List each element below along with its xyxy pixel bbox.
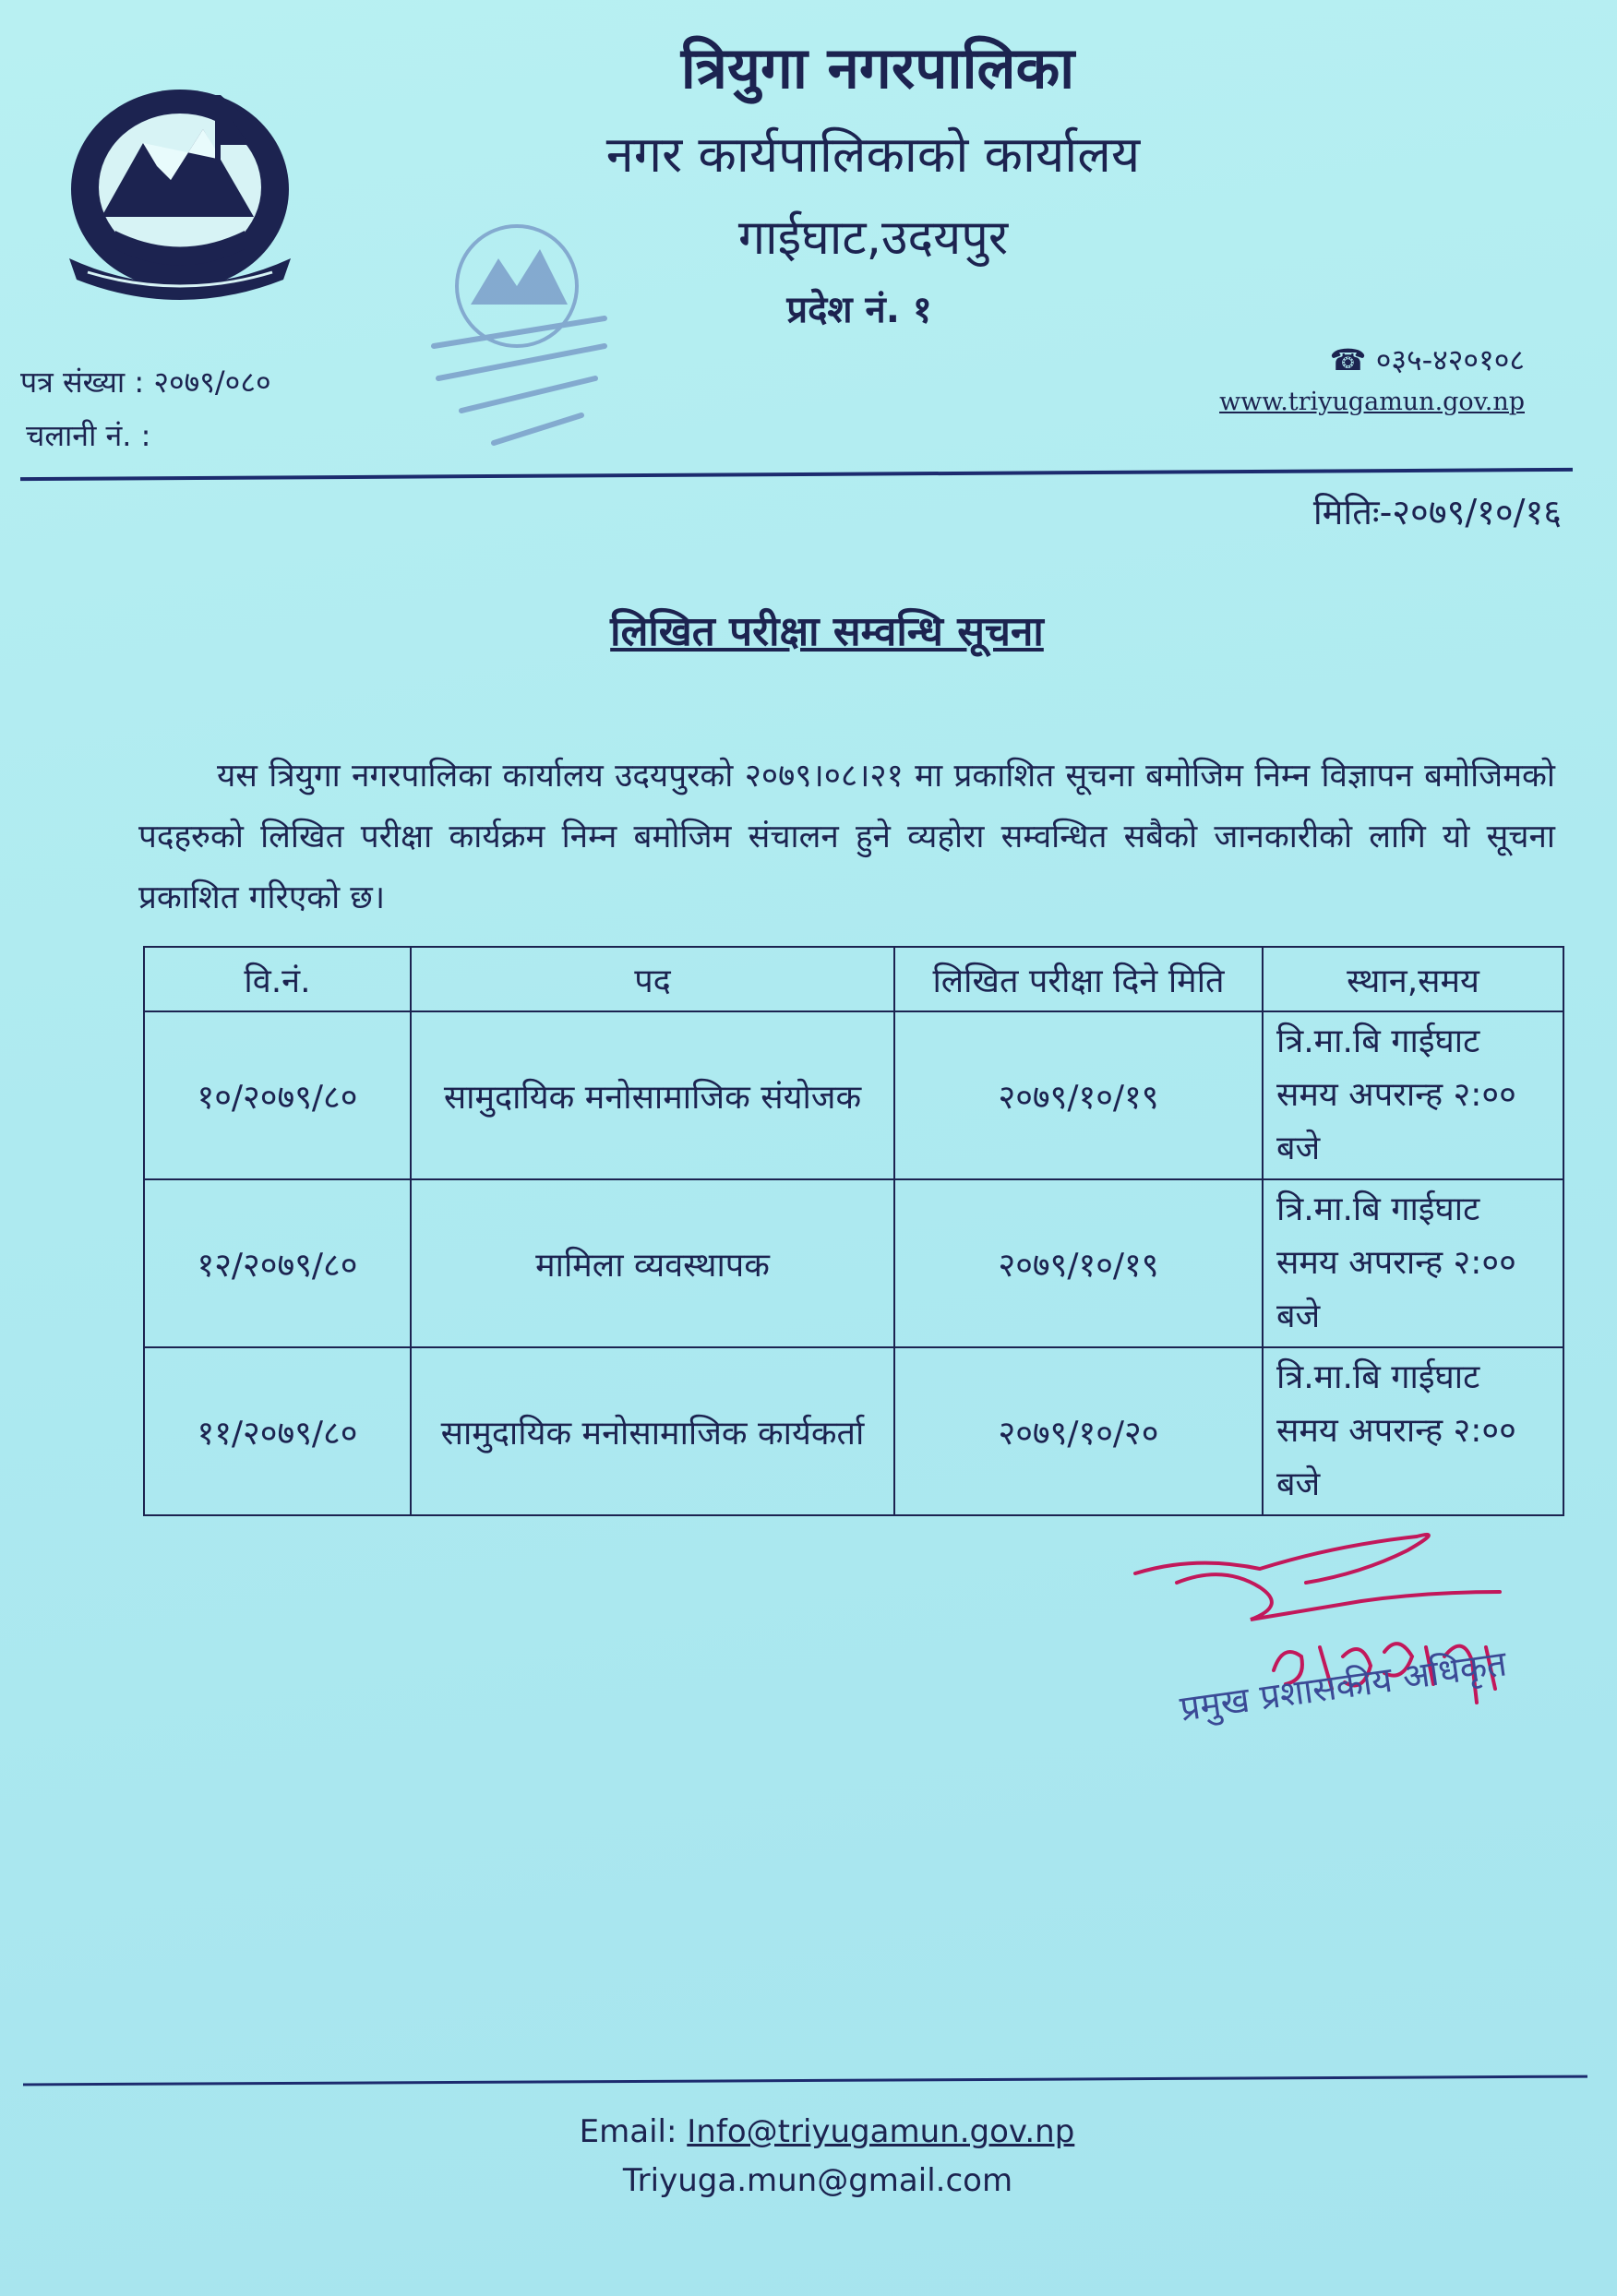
venue-place: त्रि.मा.बि गाईघाट <box>1276 1358 1480 1396</box>
row-post: सामुदायिक मनोसामाजिक कार्यकर्ता <box>411 1347 894 1515</box>
office-name: नगर कार्यपालिकाको कार्यालय <box>605 126 1141 184</box>
exam-schedule-table <box>143 946 1564 1516</box>
dispatch-number: चलानी नं. : <box>26 418 151 453</box>
venue-time: समय अपरान्ह २:०० <box>1276 1076 1516 1114</box>
notice-title: लिखित परीक्षा सम्वन्धि सूचना <box>610 608 1044 655</box>
venue-unit: बजे <box>1276 1465 1321 1503</box>
notice-date: मितिः-२०७९/१०/१६ <box>1312 492 1562 532</box>
table-row <box>144 1011 1563 1179</box>
row-venue <box>1263 1179 1563 1347</box>
row-post: सामुदायिक मनोसामाजिक संयोजक <box>411 1011 894 1179</box>
row-exam-date: २०७९/१०/२० <box>894 1347 1263 1515</box>
officer-title: प्रमुख प्रशासकीय अधिकृत <box>1177 1643 1510 1729</box>
footer-divider <box>23 2075 1587 2087</box>
venue-unit: बजे <box>1276 1297 1321 1335</box>
column-header: स्थान,समय <box>1263 947 1563 1011</box>
letter-number: पत्र संख्या : २०७९/०८० <box>20 365 271 400</box>
venue-time: समय अपरान्ह २:०० <box>1276 1412 1516 1450</box>
header-divider <box>20 468 1573 481</box>
venue-unit: बजे <box>1276 1130 1321 1167</box>
column-header: वि.नं. <box>144 947 411 1011</box>
venue-place: त्रि.मा.बि गाईघाट <box>1276 1022 1480 1060</box>
phone-value: ०३५-४२०१०८ <box>1375 342 1525 377</box>
venue-time: समय अपरान्ह २:०० <box>1276 1244 1516 1282</box>
province: प्रदेश नं. १ <box>786 289 932 331</box>
email-link[interactable]: Info@triyugamun.gov.np <box>687 2113 1075 2150</box>
phone-number <box>1330 340 1525 379</box>
column-header: लिखित परीक्षा दिने मिति <box>894 947 1263 1011</box>
municipality-name: त्रियुगा नगरपालिका <box>680 34 1075 102</box>
row-exam-date: २०७९/१०/१९ <box>894 1179 1263 1347</box>
office-address: गाईघाट,उदयपुर <box>737 210 1009 266</box>
row-number: ११/२०७९/८० <box>144 1347 411 1515</box>
phone-icon: ☎ <box>1329 342 1367 377</box>
table-header-row <box>144 947 1563 1011</box>
row-post: मामिला व्यवस्थापक <box>411 1179 894 1347</box>
row-exam-date: २०७९/१०/१९ <box>894 1011 1263 1179</box>
email-label: Email: <box>579 2113 677 2150</box>
website-link[interactable]: www.triyugamun.gov.np <box>1219 388 1525 416</box>
row-venue <box>1263 1347 1563 1515</box>
venue-place: त्रि.मा.बि गाईघाट <box>1276 1190 1480 1228</box>
table-row <box>144 1179 1563 1347</box>
notice-body: यस त्रियुगा नगरपालिका कार्यालय उदयपुरको २०७९।०८।२१ मा प्रकाशित सूचना बमोजिम निम्न विज्ञापन बमोजिमको पदहरुको लिखित परीक्षा कार्यक्रम निम्न बमोजिम संचालन हुने व्यहोरा सम्वन्धित सबैको जानकारीको लागि यो सूचना प्रकाशित गरिएको छ। <box>138 758 1555 916</box>
row-venue <box>1263 1011 1563 1179</box>
nepal-emblem-icon <box>51 78 309 305</box>
column-header: पद <box>411 947 894 1011</box>
table-row <box>144 1347 1563 1515</box>
row-number: १०/२०७९/८० <box>144 1011 411 1179</box>
row-number: १२/२०७९/८० <box>144 1179 411 1347</box>
footer-gmail[interactable]: Triyuga.mun@gmail.com <box>622 2162 1013 2199</box>
footer-email <box>0 2113 1617 2150</box>
